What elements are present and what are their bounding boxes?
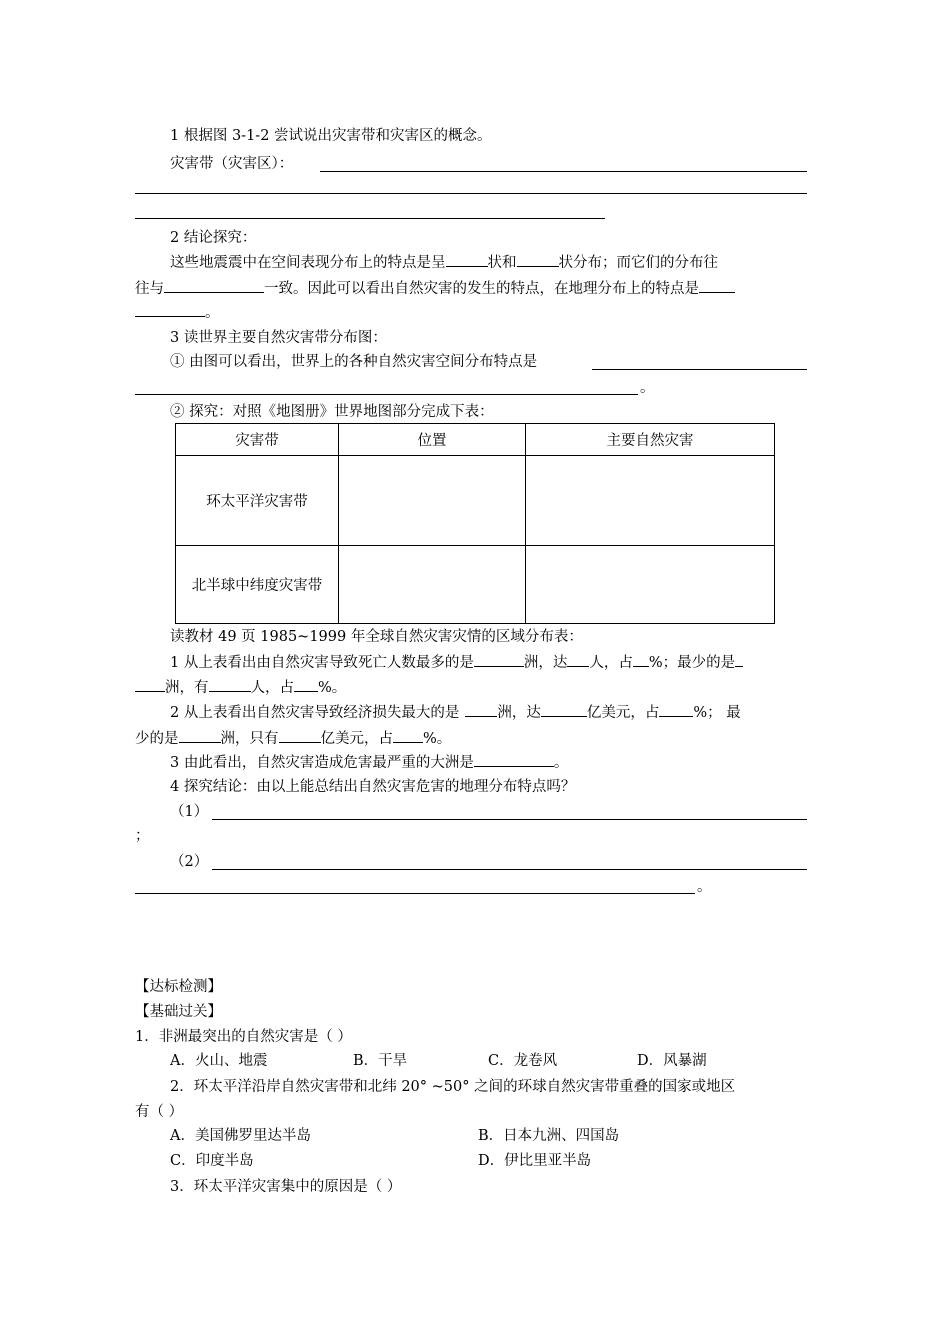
answer-line[interactable] [135,193,807,194]
test-q3: 3．环太平洋灾害集中的原因是（ ） [170,1179,402,1195]
fill-blank[interactable] [517,252,559,267]
q2-option-b[interactable]: B．日本九洲、四国岛 [478,1128,620,1144]
test-q2-line1: 2．环太平洋沿岸自然灾害带和北纬 20° ~50° 之间的环球自然灾害带重叠的国家或地区 [170,1079,736,1095]
read-p2-line2: 少的是 洲，只有 亿美元，占 %。 [135,728,451,748]
q2-option-d[interactable]: D．伊比里亚半岛 [478,1153,592,1169]
answer-line[interactable] [212,819,807,820]
fill-blank[interactable] [735,652,743,667]
q2-line3: 。 [135,302,220,322]
read-a1: （1） [170,804,209,820]
answer-line[interactable] [135,394,638,395]
table-cell: 北半球中纬度灾害带 [176,546,339,624]
q1-option-d[interactable]: D．风暴湖 [637,1053,707,1069]
answer-line[interactable] [135,893,695,894]
table-cell-input[interactable] [526,456,775,546]
fill-blank[interactable] [541,702,587,717]
read-a1-end: ； [135,828,150,844]
read-p2-line1: 2 从上表看出自然灾害导致经济损失最大的是 洲，达 亿美元，占 %； 最 [170,702,741,722]
table-header: 灾害带 [176,424,339,456]
q1-option-b[interactable]: B．干旱 [353,1053,408,1069]
fill-blank[interactable] [179,728,221,743]
q3-title: 3 读世界主要自然灾害带分布图： [170,330,387,346]
q2-title: 2 结论探究： [170,230,257,246]
test-header-2: 【基础过关】 [135,1004,222,1020]
read-p4: 4 探究结论：由以上能总结出自然灾害危害的地理分布特点吗？ [170,779,576,795]
table-row [176,456,775,546]
fill-blank[interactable] [294,677,318,692]
answer-line[interactable] [592,369,807,370]
answer-line[interactable] [320,171,807,172]
fill-blank[interactable] [279,728,321,743]
fill-blank[interactable] [567,652,589,667]
q2-line2: 往与 一致。因此可以看出自然灾害的发生的特点，在地理分布上的特点是 [135,278,735,298]
read-p1-line1: 1 从上表看出由自然灾害导致死亡人数最多的是 洲，达 人，占 %；最少的是 [170,652,743,672]
fill-blank[interactable] [474,752,554,767]
q1-label: 灾害带（灾害区）： [170,156,294,172]
fill-blank[interactable] [659,702,693,717]
table-header: 主要自然灾害 [526,424,775,456]
read-a2-end: 。 [697,879,712,895]
table-cell-input[interactable] [526,546,775,624]
test-q2-line2: 有（ ） [135,1104,184,1120]
fill-blank[interactable] [474,652,524,667]
fill-blank[interactable] [633,652,649,667]
read-intro: 读教材 49 页 1985~1999 年全球自然灾害灾情的区域分布表： [170,629,583,645]
table-cell-input[interactable] [339,546,526,624]
q2-option-c[interactable]: C．印度半岛 [170,1153,254,1169]
q3-item2: ② 探究：对照《地图册》世界地图部分完成下表： [170,404,494,420]
test-header-1: 【达标检测】 [135,979,222,995]
q1-option-a[interactable]: A．火山、地震 [170,1053,268,1069]
read-p1-line2: 洲，有 人，占 %。 [135,677,346,697]
answer-line[interactable] [135,218,605,219]
fill-blank[interactable] [135,302,205,317]
q3-item1-end: 。 [640,380,655,396]
fill-blank[interactable] [164,278,264,293]
read-p3: 3 由此看出，自然灾害造成危害最严重的大洲是 。 [170,752,568,772]
answer-line[interactable] [212,869,807,870]
q2-line1: 这些地震震中在空间表现分布上的特点是呈 状和 状分布；而它们的分布往 [170,252,718,272]
table-header-row [176,424,775,456]
fill-blank[interactable] [393,728,423,743]
table-cell-input[interactable] [339,456,526,546]
table-cell: 环太平洋灾害带 [176,456,339,546]
fill-blank[interactable] [209,677,251,692]
table-row [176,546,775,624]
fill-blank[interactable] [135,677,165,692]
q3-item1: ① 由图可以看出，世界上的各种自然灾害空间分布特点是 [170,354,538,370]
disaster-zone-table [175,423,775,624]
q1-text: 1 根据图 3-1-2 尝试说出灾害带和灾害区的概念。 [170,128,492,144]
q2-option-a[interactable]: A．美国佛罗里达半岛 [170,1128,311,1144]
fill-blank[interactable] [699,278,735,293]
table-header: 位置 [339,424,526,456]
read-a2: （2） [170,854,209,870]
fill-blank[interactable] [446,252,488,267]
fill-blank[interactable] [465,702,497,717]
q1-option-c[interactable]: C．龙卷风 [488,1053,558,1069]
test-q1: 1．非洲最突出的自然灾害是（ ） [135,1029,352,1045]
